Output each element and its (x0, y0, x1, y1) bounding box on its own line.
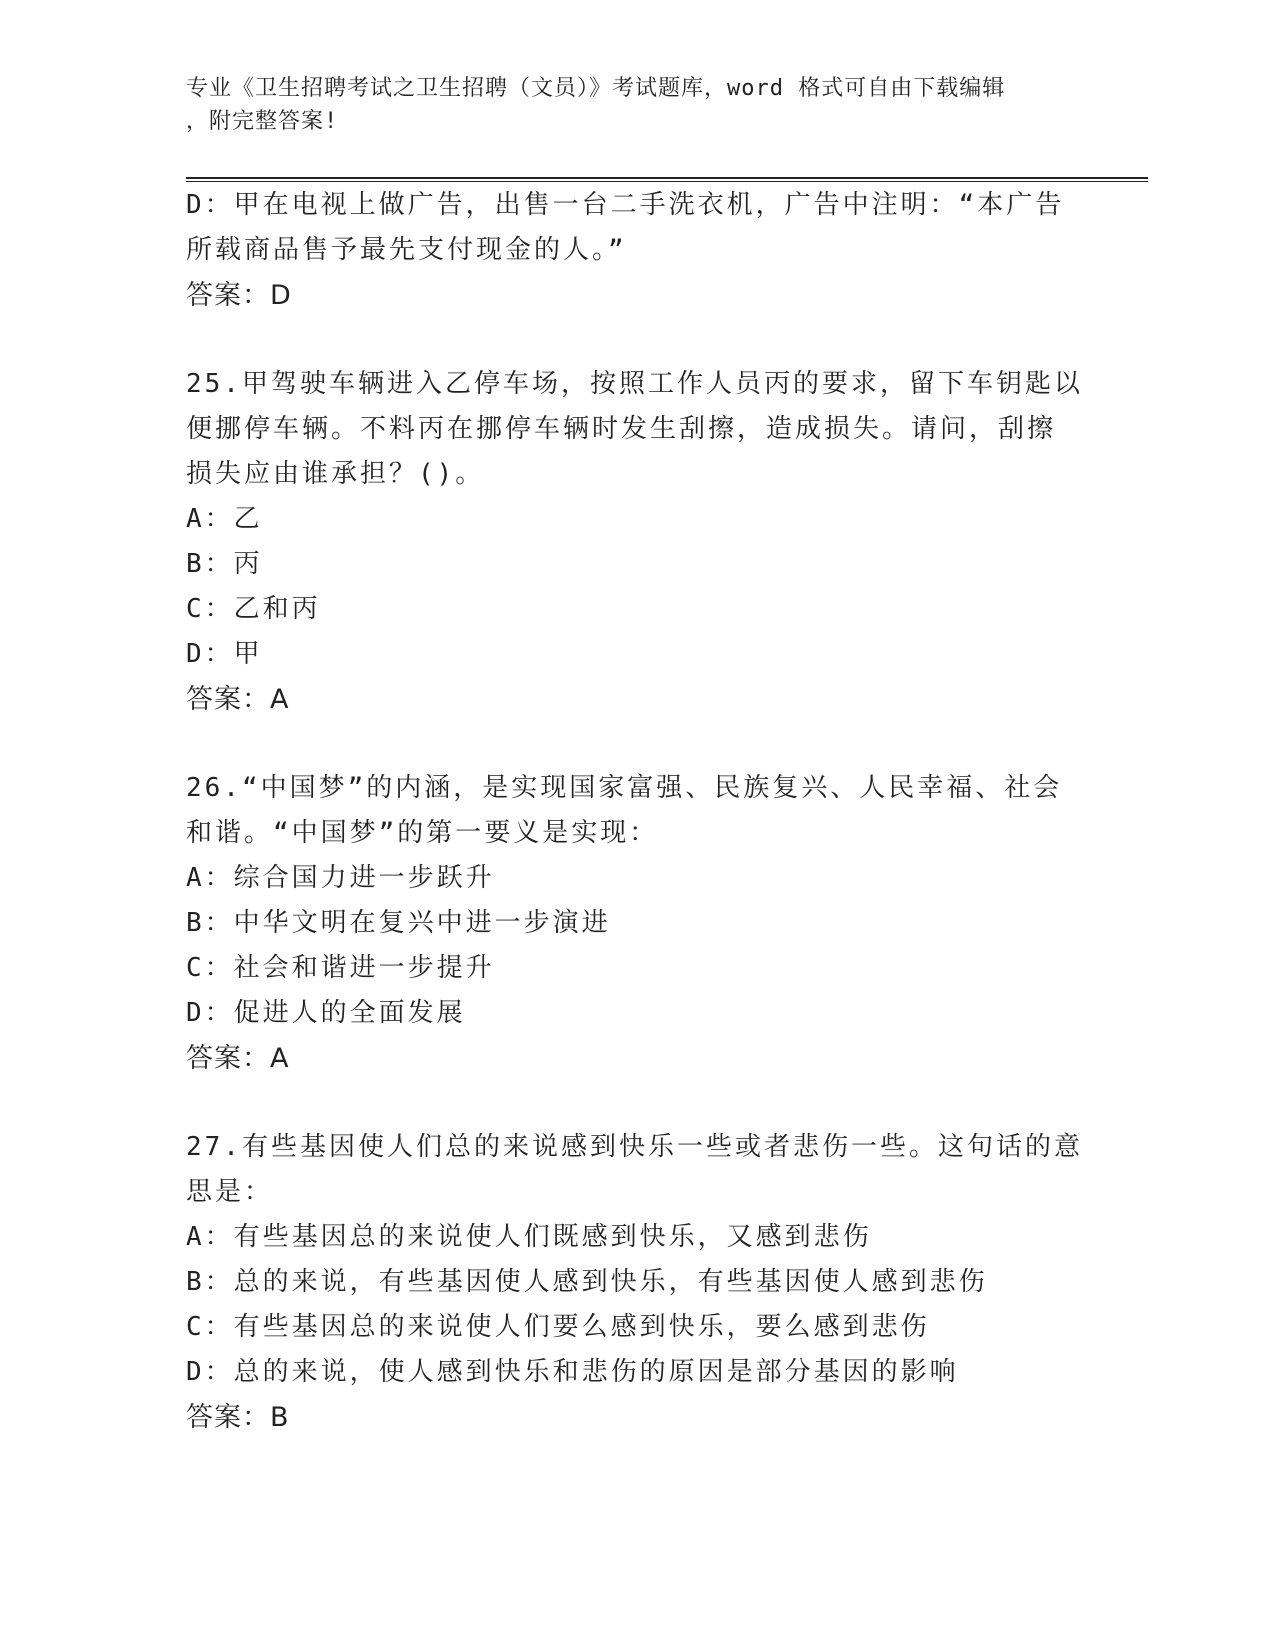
page-header (186, 72, 1066, 138)
option-line: 所载商品售予最先支付现金的人。” (186, 235, 627, 265)
question-stem-line: 和谐。“中国梦”的第一要义是实现： (186, 818, 659, 848)
option-b: B：丙 (186, 549, 263, 579)
option-c: C：社会和谐进一步提升 (186, 953, 495, 983)
answer-line: 答案：B (186, 1402, 290, 1433)
question-list (186, 183, 1086, 1440)
option-a: A：乙 (186, 504, 263, 534)
answer-line: 答案：A (186, 1043, 290, 1074)
header-line-1: 专业《卫生招聘考试之卫生招聘（文员）》考试题库，word 格式可自由下载编辑 (186, 76, 1006, 101)
option-d: D：甲 (186, 639, 263, 669)
header-line-2: ，附完整答案! (186, 109, 339, 134)
option-a: A：有些基因总的来说使人们既感到快乐，又感到悲伤 (186, 1222, 872, 1252)
option-d: D：总的来说，使人感到快乐和悲伤的原因是部分基因的影响 (186, 1357, 959, 1387)
option-c: C：乙和丙 (186, 594, 321, 624)
question-gap (186, 318, 1086, 362)
question-stem-line: 思是： (186, 1177, 274, 1207)
question-stem-line: 损失应由谁承担？()。 (186, 459, 485, 489)
answer-line: 答案：A (186, 684, 290, 715)
question-stem-line: 26.“中国梦”的内涵，是实现国家富强、民族复兴、人民幸福、社会 (186, 773, 1063, 803)
option-b: B：中华文明在复兴中进一步演进 (186, 908, 611, 938)
option-line: D：甲在电视上做广告，出售一台二手洗衣机，广告中注明：“本广告 (186, 190, 1065, 220)
question-stem-line: 25.甲驾驶车辆进入乙停车场，按照工作人员丙的要求，留下车钥匙以 (186, 369, 1083, 399)
question-stem-line: 27.有些基因使人们总的来说感到快乐一些或者悲伤一些。这句话的意 (186, 1132, 1083, 1162)
question-gap (186, 722, 1086, 766)
question-27 (186, 1125, 1086, 1440)
prev-question-tail (186, 183, 1086, 318)
header-divider (186, 177, 1148, 182)
option-a: A：综合国力进一步跃升 (186, 863, 495, 893)
answer-line: 答案：D (186, 280, 292, 311)
option-c: C：有些基因总的来说使人们要么感到快乐，要么感到悲伤 (186, 1312, 930, 1342)
option-b: B：总的来说，有些基因使人感到快乐，有些基因使人感到悲伤 (186, 1267, 988, 1297)
question-26 (186, 766, 1086, 1081)
option-d: D：促进人的全面发展 (186, 998, 466, 1028)
question-stem-line: 便挪停车辆。不料丙在挪停车辆时发生刮擦，造成损失。请问，刮擦 (186, 414, 1057, 444)
question-gap (186, 1081, 1086, 1125)
question-25 (186, 362, 1086, 722)
